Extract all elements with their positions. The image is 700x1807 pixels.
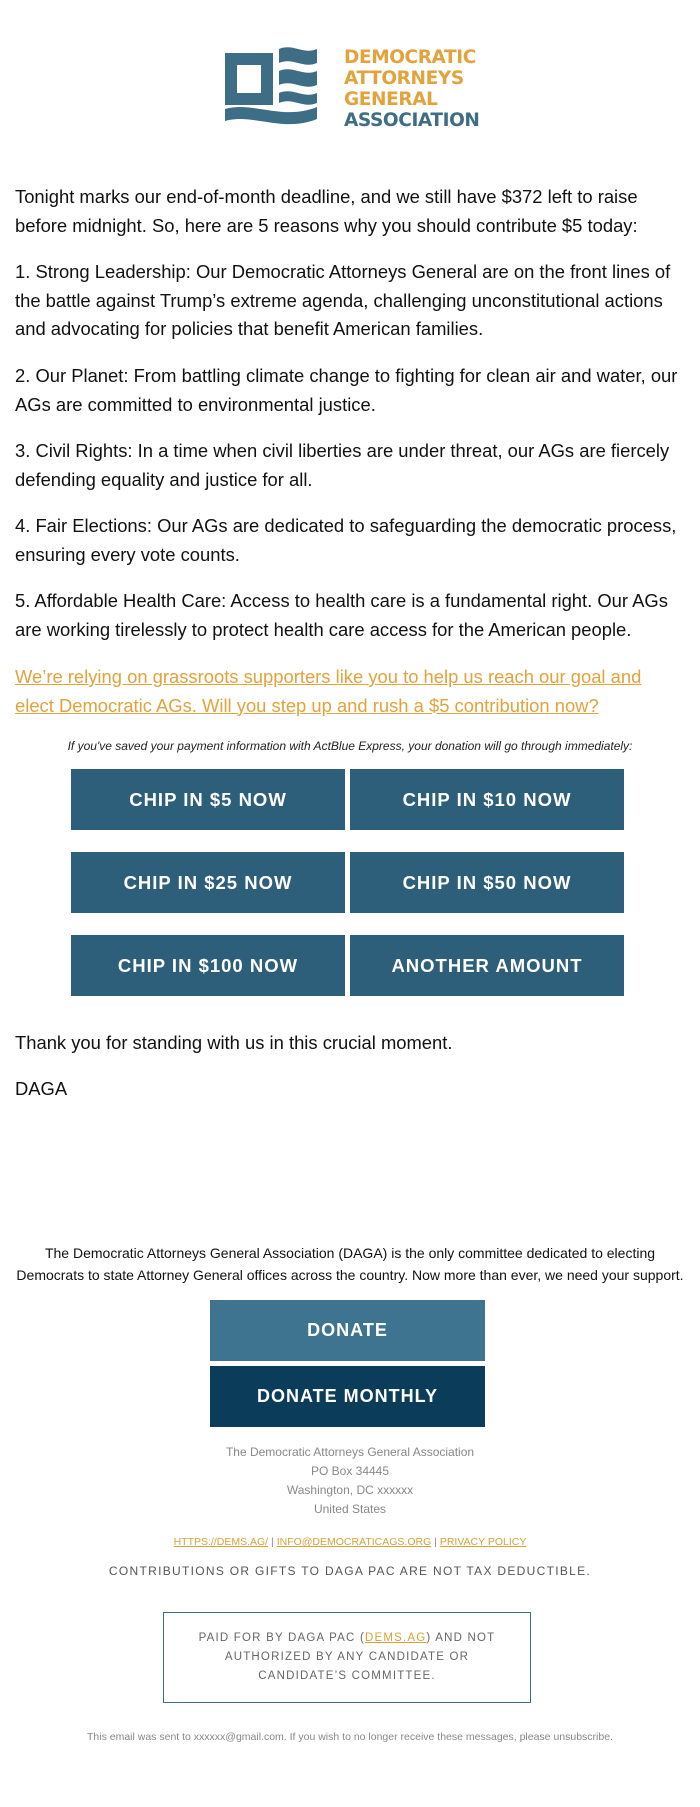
signature: DAGA xyxy=(15,1078,68,1099)
reason-5: 5. Affordable Health Care: Access to health care is a fundamental right. Our AGs are working tirelessly to protect health care access for the American people. xyxy=(15,590,668,640)
logo-line-2: ATTORNEYS xyxy=(344,68,464,89)
reason-3: 3. Civil Rights: In a time when civil liberties are under threat, our AGs are fiercely defending equality and justice for all. xyxy=(15,440,670,490)
about-line-2: Democrats to state Attorney General offices across the country. Now more than ever, we need your support. xyxy=(16,1267,684,1283)
intro-paragraph: Tonight marks our end-of-month deadline, and we still have $372 left to raise before midnight. So, here are 5 reasons why you should contribute $5 today: xyxy=(15,186,638,236)
unsubscribe-note[interactable]: This email was sent to xxxxxx@gmail.com. If you wish to no longer receive these messages, please unsubscribe. xyxy=(87,1731,613,1743)
about-line-1: The Democratic Attorneys General Association (DAGA) is the only committee dedicated to electing xyxy=(44,1245,656,1261)
paid-for-suffix: ) AND NOT AUTHORIZED BY ANY CANDIDATE OR CANDIDATE’S COMMITTEE. xyxy=(224,1632,496,1682)
address-line-4: United States xyxy=(313,1502,387,1516)
donate-monthly-button[interactable]: DONATE MONTHLY xyxy=(210,1366,485,1427)
dems-ag-link[interactable]: DEMS.AG xyxy=(364,1632,427,1644)
tax-disclaimer: CONTRIBUTIONS OR GIFTS TO DAGA PAC ARE NOT TAX DEDUCTIBLE. xyxy=(108,1564,592,1578)
daga-logo[interactable] xyxy=(0,45,700,135)
address-line-1: The Democratic Attorneys General Association xyxy=(225,1445,475,1459)
link-separator: | xyxy=(434,1536,437,1548)
appeal-link[interactable]: We’re relying on grassroots supporters like you to help us reach our goal and elect Democratic AGs. Will you step up and rush a $5 contribution now? xyxy=(15,666,642,716)
logo-wordmark xyxy=(344,47,480,131)
address-line-2: PO Box 34445 xyxy=(310,1464,390,1478)
thank-you-line: Thank you for standing with us in this crucial moment. xyxy=(15,1032,453,1053)
reason-1: 1. Strong Leadership: Our Democratic Attorneys General are on the front lines of the battle against Trump’s extreme agenda, challenging unconstitutional actions and advocating for policies that benefit American families. xyxy=(15,261,671,339)
about-daga xyxy=(0,1242,700,1286)
paid-for-prefix: PAID FOR BY DAGA PAC ( xyxy=(198,1632,365,1644)
mailing-address xyxy=(0,1443,700,1519)
chip-in-25-button[interactable]: CHIP IN $25 NOW xyxy=(71,852,345,913)
chip-in-50-button[interactable]: CHIP IN $50 NOW xyxy=(350,852,624,913)
logo-line-3: GENERAL xyxy=(344,89,438,110)
reason-4: 4. Fair Elections: Our AGs are dedicated to safeguarding the democratic process, ensuring every vote counts. xyxy=(15,515,677,565)
flag-waves-logo-icon xyxy=(223,45,333,127)
website-link[interactable]: HTTPS://DEMS.AG/ xyxy=(173,1536,269,1548)
paid-for-text xyxy=(182,1629,512,1686)
email-link[interactable]: INFO@DEMOCRATICAGS.ORG xyxy=(276,1536,432,1548)
footer-links xyxy=(0,1536,700,1548)
chip-in-100-button[interactable]: CHIP IN $100 NOW xyxy=(71,935,345,996)
paid-for-box xyxy=(163,1612,531,1703)
logo-line-1: DEMOCRATIC xyxy=(344,47,476,68)
logo-line-4: ASSOCIATION xyxy=(344,110,480,131)
link-separator: | xyxy=(271,1536,274,1548)
donate-button[interactable]: DONATE xyxy=(210,1300,485,1361)
chip-in-5-button[interactable]: CHIP IN $5 NOW xyxy=(71,769,345,830)
chip-in-10-button[interactable]: CHIP IN $10 NOW xyxy=(350,769,624,830)
reason-2: 2. Our Planet: From battling climate change to fighting for clean air and water, our AGs are committed to environmental justice. xyxy=(15,365,678,415)
another-amount-button[interactable]: ANOTHER AMOUNT xyxy=(350,935,624,996)
privacy-policy-link[interactable]: PRIVACY POLICY xyxy=(439,1536,527,1548)
address-line-3: Washington, DC xxxxxx xyxy=(286,1483,414,1497)
actblue-express-note: If you've saved your payment information with ActBlue Express, your donation will go through immediately: xyxy=(67,739,633,753)
